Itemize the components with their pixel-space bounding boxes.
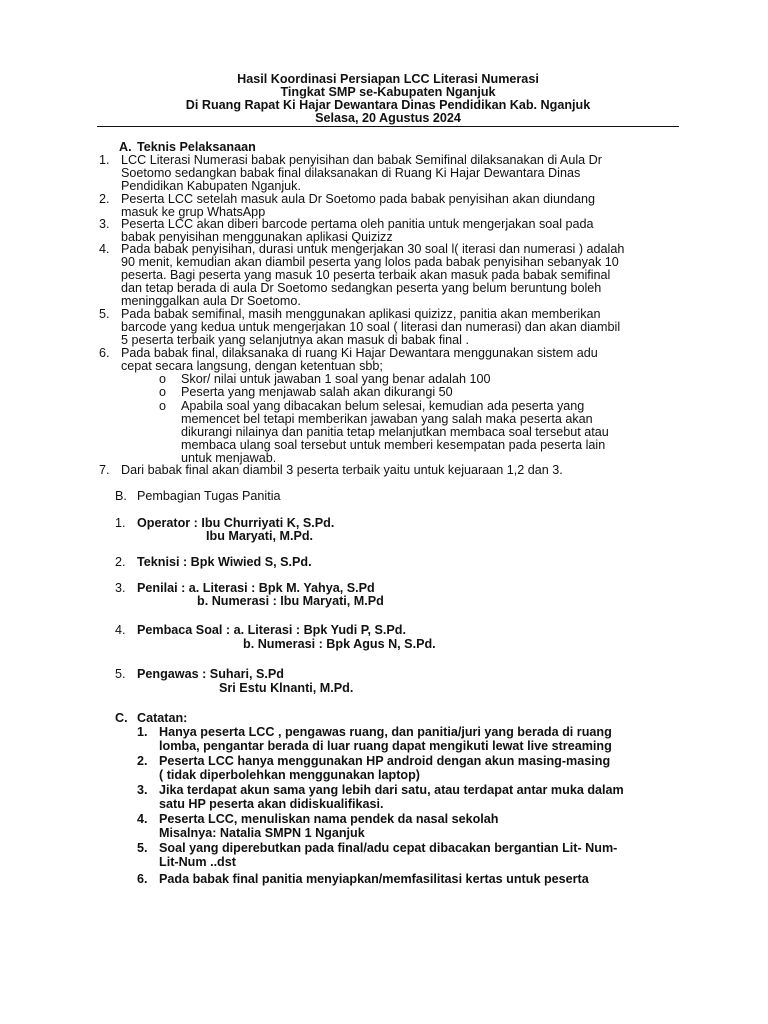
sub-item-text: membaca ulang soal tersebut untuk memberi kesempatan pada peserta lain xyxy=(181,438,606,452)
assessor-line: b. Numerasi : Ibu Maryati, M.Pd xyxy=(197,594,384,608)
list-item-text: 90 menit, kemudian akan diambil peserta yang lolos pada babak penyisihan sebanyak 10 xyxy=(121,255,619,269)
section-b-heading: Pembagian Tugas Panitia xyxy=(137,489,281,503)
sub-item-text: dikurangi nilainya dan panitia tetap melanjutkan membaca soal tersebut atau xyxy=(181,425,609,439)
bullet-icon: o xyxy=(159,372,167,386)
sub-item-text: Skor/ nilai untuk jawaban 1 soal yang benar adalah 100 xyxy=(181,372,491,386)
note-text: ( tidak diperbolehkan menggunakan laptop) xyxy=(159,768,420,782)
list-number: 5. xyxy=(99,307,110,321)
list-number: 4. xyxy=(115,623,126,637)
note-text: Pada babak final panitia menyiapkan/memfasilitasi kertas untuk peserta xyxy=(159,872,589,886)
list-item-text: barcode yang kedua untuk mengerjakan 10 soal ( literasi dan numerasi) dan akan diambil xyxy=(121,320,621,334)
list-item-text: Dari babak final akan diambil 3 peserta terbaik yaitu untuk kejuaraan 1,2 dan 3. xyxy=(121,463,563,477)
list-number: 5. xyxy=(115,667,126,681)
list-item-text: LCC Literasi Numerasi babak penyisihan dan babak Semifinal dilaksanakan di Aula Dr xyxy=(121,153,602,167)
sub-item-text: untuk menjawab. xyxy=(181,451,277,465)
list-item-text: Pendidikan Kabupaten Nganjuk. xyxy=(121,179,301,193)
list-item-text: Pada babak penyisihan, durasi untuk mengerjakan 30 soal l( iterasi dan numerasi ) adalah xyxy=(121,242,625,256)
note-text: Soal yang diperebutkan pada final/adu cepat dibacakan bergantian Lit- Num- xyxy=(159,841,618,855)
note-text: Hanya peserta LCC , pengawas ruang, dan panitia/juri yang berada di ruang xyxy=(159,725,612,739)
list-number: 3. xyxy=(115,581,126,595)
note-text: Peserta LCC hanya menggunakan HP android dengan akun masing-masing xyxy=(159,754,611,768)
doc-title: Hasil Koordinasi Persiapan LCC Literasi Numerasi xyxy=(237,72,539,86)
list-number: 1. xyxy=(115,516,126,530)
list-number: 6. xyxy=(137,872,148,886)
doc-location: Di Ruang Rapat Ki Hajar Dewantara Dinas Pendidikan Kab. Nganjuk xyxy=(185,98,591,112)
list-number: 2. xyxy=(137,754,148,768)
section-b-letter: B. xyxy=(115,489,127,503)
bullet-icon: o xyxy=(159,399,167,413)
list-item-text: meninggalkan aula Dr Soetomo. xyxy=(121,294,301,308)
reader-line: b. Numerasi : Bpk Agus N, S.Pd. xyxy=(243,637,436,651)
list-number: 2. xyxy=(115,555,126,569)
list-number: 6. xyxy=(99,346,110,360)
list-number: 1. xyxy=(99,153,110,167)
reader-line: Pembaca Soal : a. Literasi : Bpk Yudi P, S.Pd. xyxy=(137,623,406,637)
list-number: 1. xyxy=(137,725,148,739)
list-item-text: masuk ke grup WhatsApp xyxy=(121,205,266,219)
operator-line: Operator : Ibu Churriyati K, S.Pd. xyxy=(137,516,335,530)
doc-date: Selasa, 20 Agustus 2024 xyxy=(315,111,461,125)
section-a-heading: Teknis Pelaksanaan xyxy=(137,140,256,154)
section-c-letter: C. xyxy=(115,711,128,725)
list-item-text: Pada babak final, dilaksanaka di ruang Ki Hajar Dewantara menggunakan sistem adu xyxy=(121,346,598,360)
supervisor-line: Pengawas : Suhari, S.Pd xyxy=(137,667,284,681)
note-text: Misalnya: Natalia SMPN 1 Nganjuk xyxy=(159,826,365,840)
list-item-text: Soetomo sedangkan babak final dilaksanakan di Ruang Ki Hajar Dewantara Dinas xyxy=(121,166,581,180)
list-item-text: peserta. Bagi peserta yang masuk 10 peserta terbaik akan masuk pada babak semifinal xyxy=(121,268,611,282)
bullet-icon: o xyxy=(159,385,167,399)
operator-line: Ibu Maryati, M.Pd. xyxy=(206,529,314,543)
list-number: 3. xyxy=(137,783,148,797)
list-item-text: babak penyisihan menggunakan aplikasi Quizizz xyxy=(121,230,393,244)
list-number: 4. xyxy=(137,812,148,826)
section-a-letter: A. xyxy=(119,140,132,154)
list-number: 4. xyxy=(99,242,110,256)
list-number: 5. xyxy=(137,841,148,855)
list-item-text: Peserta LCC setelah masuk aula Dr Soetomo pada babak penyisihan akan diundang xyxy=(121,192,595,206)
note-text: Jika terdapat akun sama yang lebih dari satu, atau terdapat antar muka dalam xyxy=(159,783,624,797)
list-number: 2. xyxy=(99,192,110,206)
assessor-line: Penilai : a. Literasi : Bpk M. Yahya, S.Pd xyxy=(137,581,375,595)
note-text: Lit-Num ..dst xyxy=(159,855,236,869)
supervisor-line: Sri Estu Klnanti, M.Pd. xyxy=(219,681,354,695)
list-number: 3. xyxy=(99,217,110,231)
header-divider xyxy=(97,126,679,127)
list-item-text: Peserta LCC akan diberi barcode pertama oleh panitia untuk mengerjakan soal pada xyxy=(121,217,594,231)
sub-item-text: memencet bel tetapi memberikan jawaban yang salah maka peserta akan xyxy=(181,412,593,426)
sub-item-text: Apabila soal yang dibacakan belum selesai, kemudian ada peserta yang xyxy=(181,399,585,413)
list-number: 7. xyxy=(99,463,110,477)
technician-line: Teknisi : Bpk Wiwied S, S.Pd. xyxy=(137,555,312,569)
doc-subtitle: Tingkat SMP se-Kabupaten Nganjuk xyxy=(280,85,496,99)
note-text: Peserta LCC, menuliskan nama pendek da nasal sekolah xyxy=(159,812,499,826)
list-item-text: Pada babak semifinal, masih menggunakan aplikasi quizizz, panitia akan memberikan xyxy=(121,307,601,321)
note-text: satu HP peserta akan didiskualifikasi. xyxy=(159,797,384,811)
note-text: lomba, pengantar berada di luar ruang dapat mengikuti lewat live streaming xyxy=(159,739,612,753)
list-item-text: cepat secara langsung, dengan ketentuan sbb; xyxy=(121,359,383,373)
section-c-heading: Catatan: xyxy=(137,711,188,725)
list-item-text: dan tetap berada di aula Dr Soetomo sedangkan peserta yang belum beruntung boleh xyxy=(121,281,602,295)
sub-item-text: Peserta yang menjawab salah akan dikurangi 50 xyxy=(181,385,453,399)
list-item-text: 5 peserta terbaik yang selanjutnya akan masuk di babak final . xyxy=(121,333,469,347)
